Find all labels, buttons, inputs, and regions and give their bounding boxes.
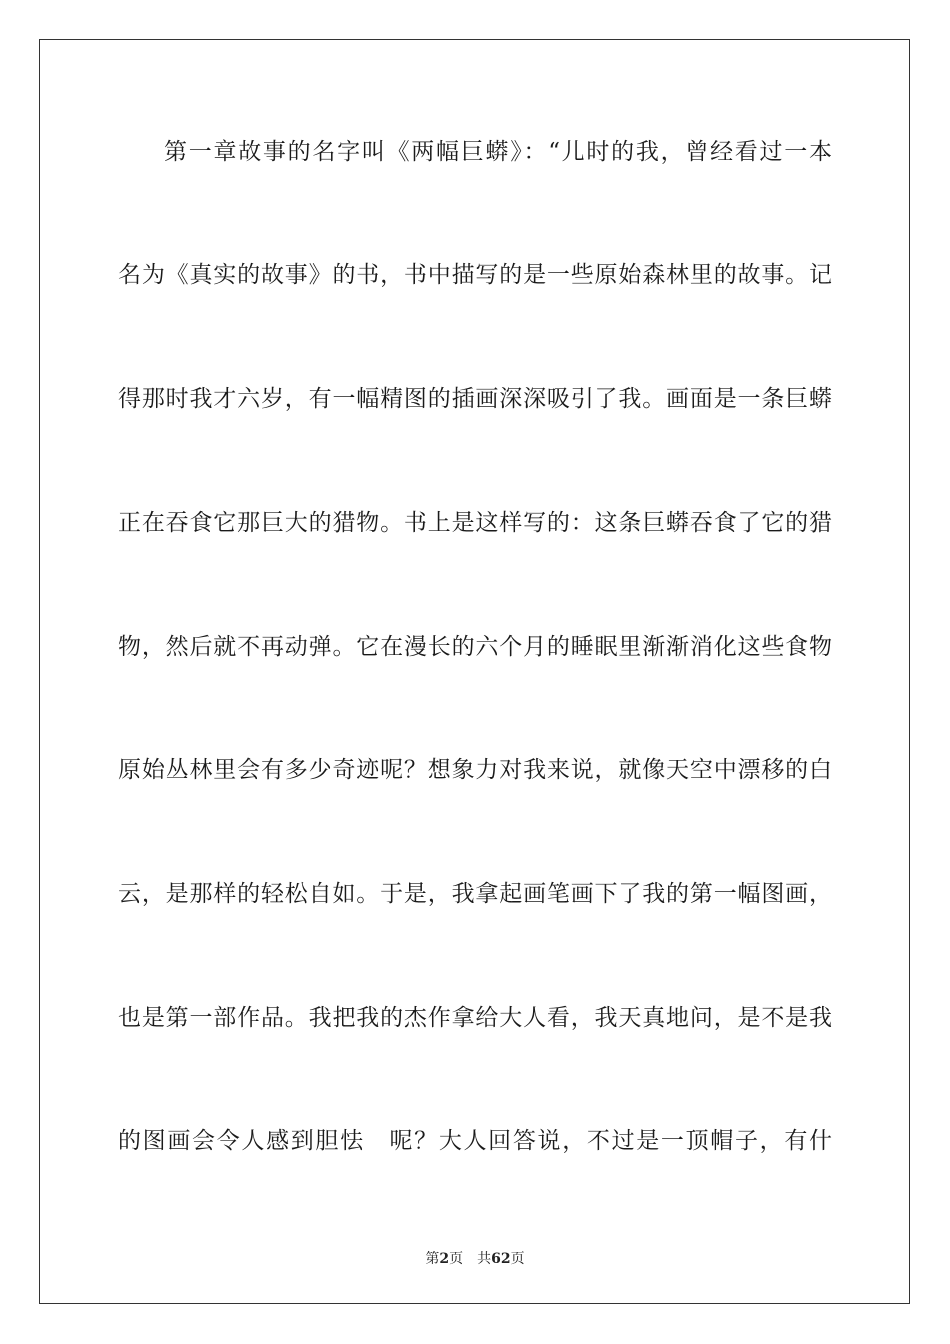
text-line-5: 物，然后就不再动弹。它在漫长的六个月的睡眠里渐渐消化这些食物 <box>118 634 832 660</box>
text-line-7: 云，是那样的轻松自如。于是，我拿起画笔画下了我的第一幅图画， <box>118 881 832 907</box>
text-line-4: 正在吞食它那巨大的猎物。书上是这样写的：这条巨蟒吞食了它的猎 <box>118 510 832 536</box>
page-frame <box>39 39 910 1304</box>
text-line-6: 原始丛林里会有多少奇迹呢？想象力对我来说，就像天空中漂移的白 <box>118 757 832 783</box>
text-line-1: 第一章故事的名字叫《两幅巨蟒》：“儿时的我，曾经看过一本 <box>164 139 832 165</box>
page-number: 2 <box>439 1251 450 1267</box>
footer-page-suffix: 页 共 <box>449 1251 492 1267</box>
text-line-2: 名为《真实的故事》的书，书中描写的是一些原始森林里的故事。记 <box>118 262 832 288</box>
text-line-3: 得那时我才六岁，有一幅精图的插画深深吸引了我。画面是一条巨蟒 <box>118 386 832 412</box>
text-line-8: 也是第一部作品。我把我的杰作拿给大人看，我天真地问，是不是我 <box>118 1005 832 1031</box>
text-line-9: 的图画会令人感到胆怯 呢？大人回答说，不过是一顶帽子，有什 <box>118 1128 832 1154</box>
footer-total-suffix: 页 <box>510 1251 525 1267</box>
total-pages: 62 <box>491 1251 511 1267</box>
page-footer <box>0 1248 950 1268</box>
footer-prefix: 第 <box>425 1251 440 1267</box>
